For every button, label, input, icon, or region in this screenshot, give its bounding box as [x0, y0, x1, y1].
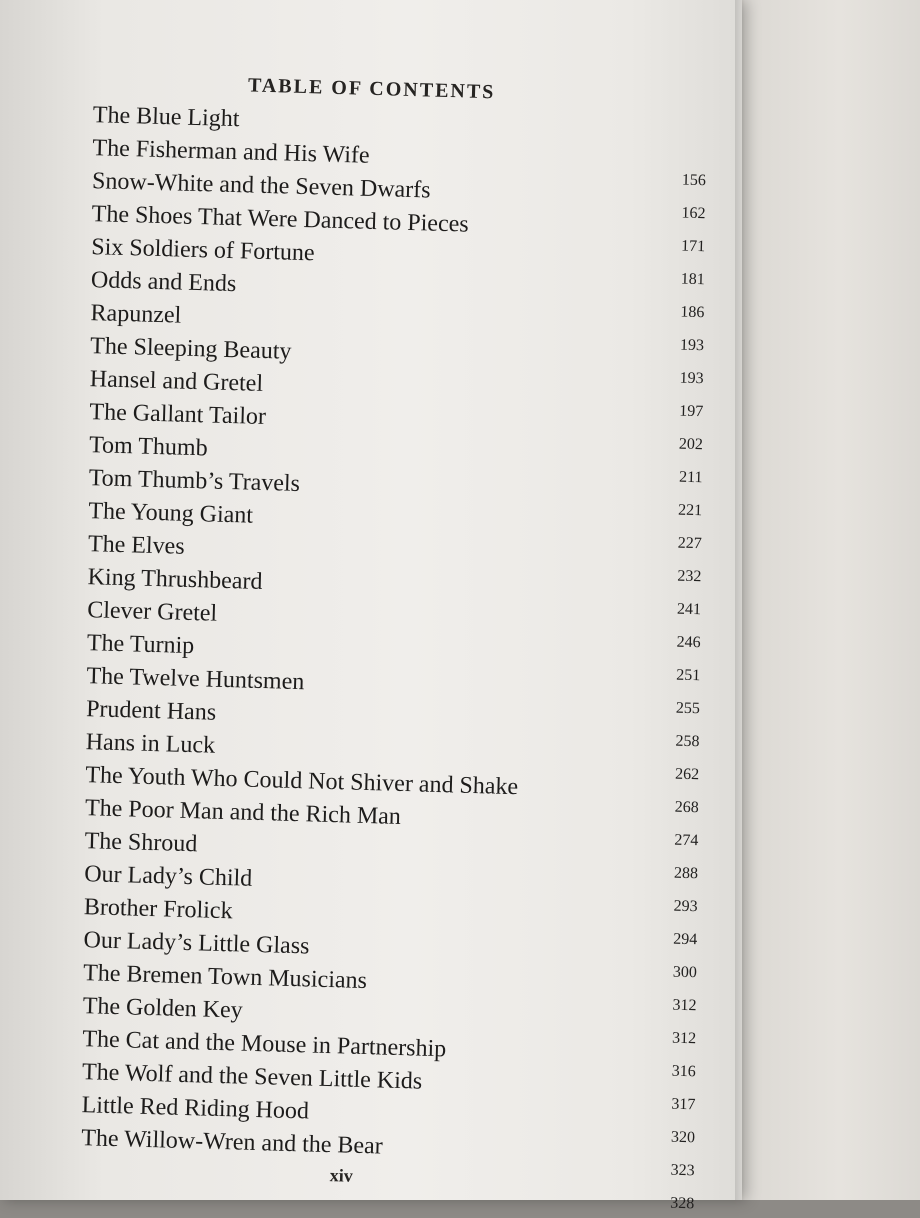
- toc-entry-title: Rapunzel: [90, 300, 182, 329]
- toc-entry-page-number: 197: [678, 402, 704, 421]
- toc-entry-page-number: 181: [680, 270, 705, 289]
- toc-entry-title: The Young Giant: [88, 498, 254, 529]
- toc-entry-title: The Poor Man and the Rich Man: [84, 795, 402, 830]
- toc-entry-title: Our Lady’s Child: [83, 861, 253, 892]
- facing-page: [720, 0, 920, 1200]
- toc-entry-title: The Twelve Huntsmen: [86, 663, 305, 696]
- toc-entry-page-number: 320: [670, 1128, 696, 1147]
- toc-entry-title: The Wolf and the Seven Little Kids: [81, 1059, 423, 1095]
- toc-entry-title: Brother Frolick: [83, 894, 233, 925]
- toc-entry-title: The Golden Key: [82, 993, 244, 1024]
- toc-entry-page-number: 202: [678, 435, 704, 454]
- toc-entry-title: The Shroud: [84, 828, 198, 858]
- toc-entry-page-number: 241: [676, 600, 702, 619]
- toc-entry-page-number: 232: [677, 567, 702, 586]
- toc-entry-page-number: 246: [676, 633, 701, 652]
- toc-entry-title: Hans in Luck: [85, 729, 216, 759]
- toc-entry-title: Our Lady’s Little Glass: [83, 927, 310, 960]
- page-edge-shadow: [735, 0, 745, 1200]
- toc-entry-page-number: 317: [671, 1095, 696, 1114]
- toc-entry-title: The Fisherman and His Wife: [92, 135, 370, 169]
- toc-entry-title: Tom Thumb: [88, 432, 209, 462]
- toc-entry-page-number: 300: [672, 963, 698, 982]
- toc-entry-page-number: 186: [680, 303, 705, 322]
- toc-entry-title: Snow-White and the Seven Dwarfs: [91, 168, 431, 204]
- toc-entry-page-number: 294: [673, 930, 698, 949]
- toc-entry-title: The Gallant Tailor: [89, 399, 267, 431]
- toc-entry-page-number: 156: [681, 171, 707, 190]
- toc-entry-title: Prudent Hans: [85, 696, 217, 726]
- toc-entry-page-number: 171: [680, 237, 706, 256]
- toc-entry-page-number: 312: [671, 1029, 697, 1048]
- toc-entry-page-number: 193: [679, 369, 704, 388]
- toc-entry-page-number: 312: [672, 996, 697, 1015]
- toc-entry-page-number: 211: [678, 468, 703, 487]
- toc-entry-page-number: 288: [673, 864, 699, 883]
- toc-entry-title: The Shoes That Were Danced to Pieces: [91, 201, 470, 238]
- toc-entry-page-number: 328: [670, 1194, 695, 1213]
- page-folio: xiv: [329, 1165, 354, 1186]
- toc-entry-page-number: 162: [681, 204, 706, 223]
- toc-entry-page-number: 323: [670, 1161, 695, 1180]
- toc-entry-title: Tom Thumb’s Travels: [88, 465, 301, 498]
- toc-entry-page-number: 316: [671, 1062, 697, 1081]
- toc-entry-title: Odds and Ends: [90, 267, 237, 298]
- toc-entry-title: The Youth Who Could Not Shiver and Shake: [85, 762, 519, 801]
- toc-entry-title: The Cat and the Mouse in Partnership: [82, 1026, 447, 1063]
- toc-entry-title: Clever Gretel: [86, 597, 218, 627]
- toc-entry-title: The Turnip: [86, 630, 195, 660]
- toc-entry-page-number: 268: [674, 798, 699, 817]
- toc-entry-page-number: 221: [677, 501, 703, 520]
- toc-heading: TABLE OF CONTENTS: [247, 74, 496, 104]
- toc-entry-page-number: 293: [673, 897, 698, 916]
- toc-entry-page-number: 255: [675, 699, 701, 718]
- toc-entry-title: The Willow-Wren and the Bear: [80, 1125, 384, 1160]
- toc-entry-title: The Sleeping Beauty: [89, 333, 292, 365]
- toc-entry-title: Six Soldiers of Fortune: [90, 234, 315, 267]
- toc-entry-title: Hansel and Gretel: [89, 366, 264, 397]
- toc-entry-page-number: 262: [674, 765, 700, 784]
- toc-entry-page-number: 193: [679, 336, 705, 355]
- toc-entry-page-number: 251: [676, 666, 701, 685]
- toc-entry-title: Little Red Riding Hood: [81, 1092, 310, 1125]
- toc-entry-title: The Blue Light: [92, 102, 240, 133]
- toc-entry-page-number: 274: [674, 831, 699, 850]
- toc-entry-page-number: 258: [675, 732, 700, 751]
- toc-entry-page-number: 227: [677, 534, 702, 553]
- toc-entry-title: The Elves: [87, 531, 185, 560]
- toc-entry-title: King Thrushbeard: [87, 564, 263, 595]
- toc-entry-title: The Bremen Town Musicians: [82, 960, 368, 995]
- toc-entry-list: [63, 100, 707, 1213]
